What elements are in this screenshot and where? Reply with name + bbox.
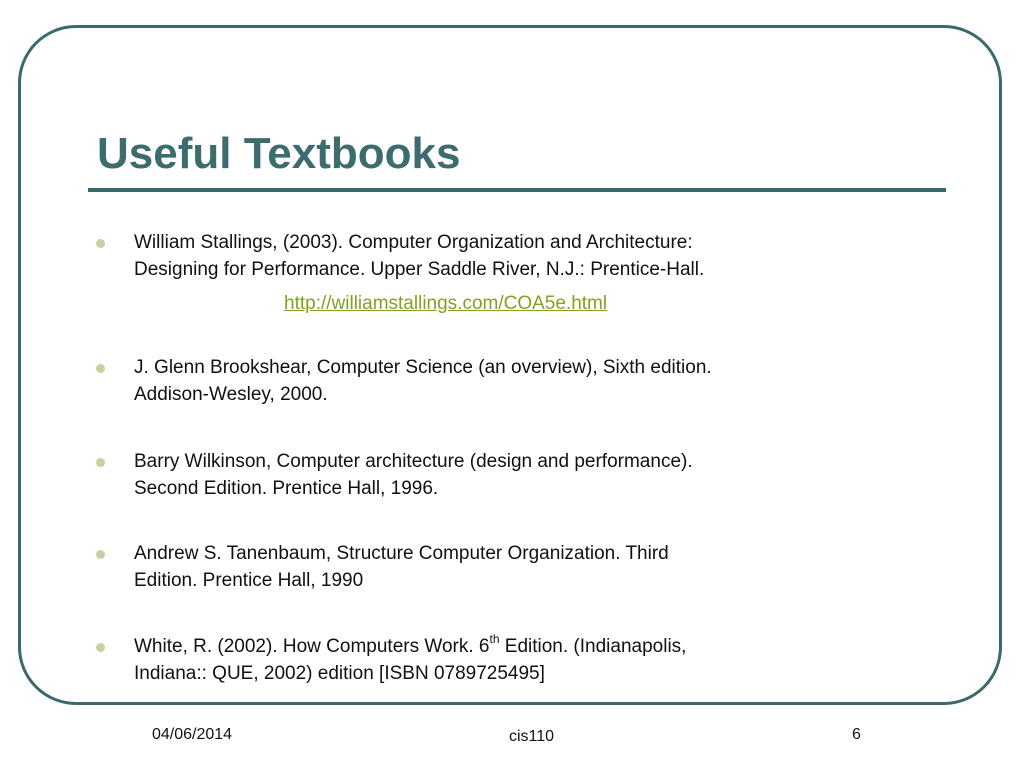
reference-line: Edition. Prentice Hall, 1990: [134, 570, 364, 591]
footer-course: cis110: [509, 728, 555, 745]
reference-line: Designing for Performance. Upper Saddle River, N.J.: Prentice-Hall.: [134, 259, 705, 280]
reference-item: [134, 633, 854, 687]
reference-item: [134, 229, 854, 283]
bullet-icon: [96, 458, 105, 467]
slide-title: Useful Textbooks: [97, 129, 461, 178]
reference-text: Edition. (Indianapolis,: [499, 636, 687, 657]
footer-date: 04/06/2014: [152, 726, 233, 743]
reference-line: [134, 633, 854, 660]
reference-line: Second Edition. Prentice Hall, 1996.: [134, 478, 439, 499]
superscript: th: [489, 631, 500, 646]
reference-item: [134, 448, 854, 502]
bullet-icon: [96, 239, 105, 248]
reference-line: Andrew S. Tanenbaum, Structure Computer Organization. Third: [134, 543, 669, 564]
reference-line: William Stallings, (2003). Computer Organization and Architecture:: [134, 232, 693, 253]
reference-text: White, R. (2002). How Computers Work. 6: [134, 636, 490, 657]
reference-line: Barry Wilkinson, Computer architecture (design and performance).: [134, 451, 693, 472]
footer-page-number: 6: [852, 726, 861, 743]
bullet-icon: [96, 643, 105, 652]
reference-item: [134, 354, 854, 408]
reference-line: J. Glenn Brookshear, Computer Science (an overview), Sixth edition.: [134, 357, 712, 378]
reference-link[interactable]: http://williamstallings.com/COA5e.html: [284, 293, 608, 314]
reference-line: Addison-Wesley, 2000.: [134, 384, 328, 405]
bullet-icon: [96, 550, 105, 559]
bullet-icon: [96, 364, 105, 373]
reference-line: Indiana:: QUE, 2002) edition [ISBN 0789725495]: [134, 663, 545, 684]
reference-item: [134, 540, 854, 594]
